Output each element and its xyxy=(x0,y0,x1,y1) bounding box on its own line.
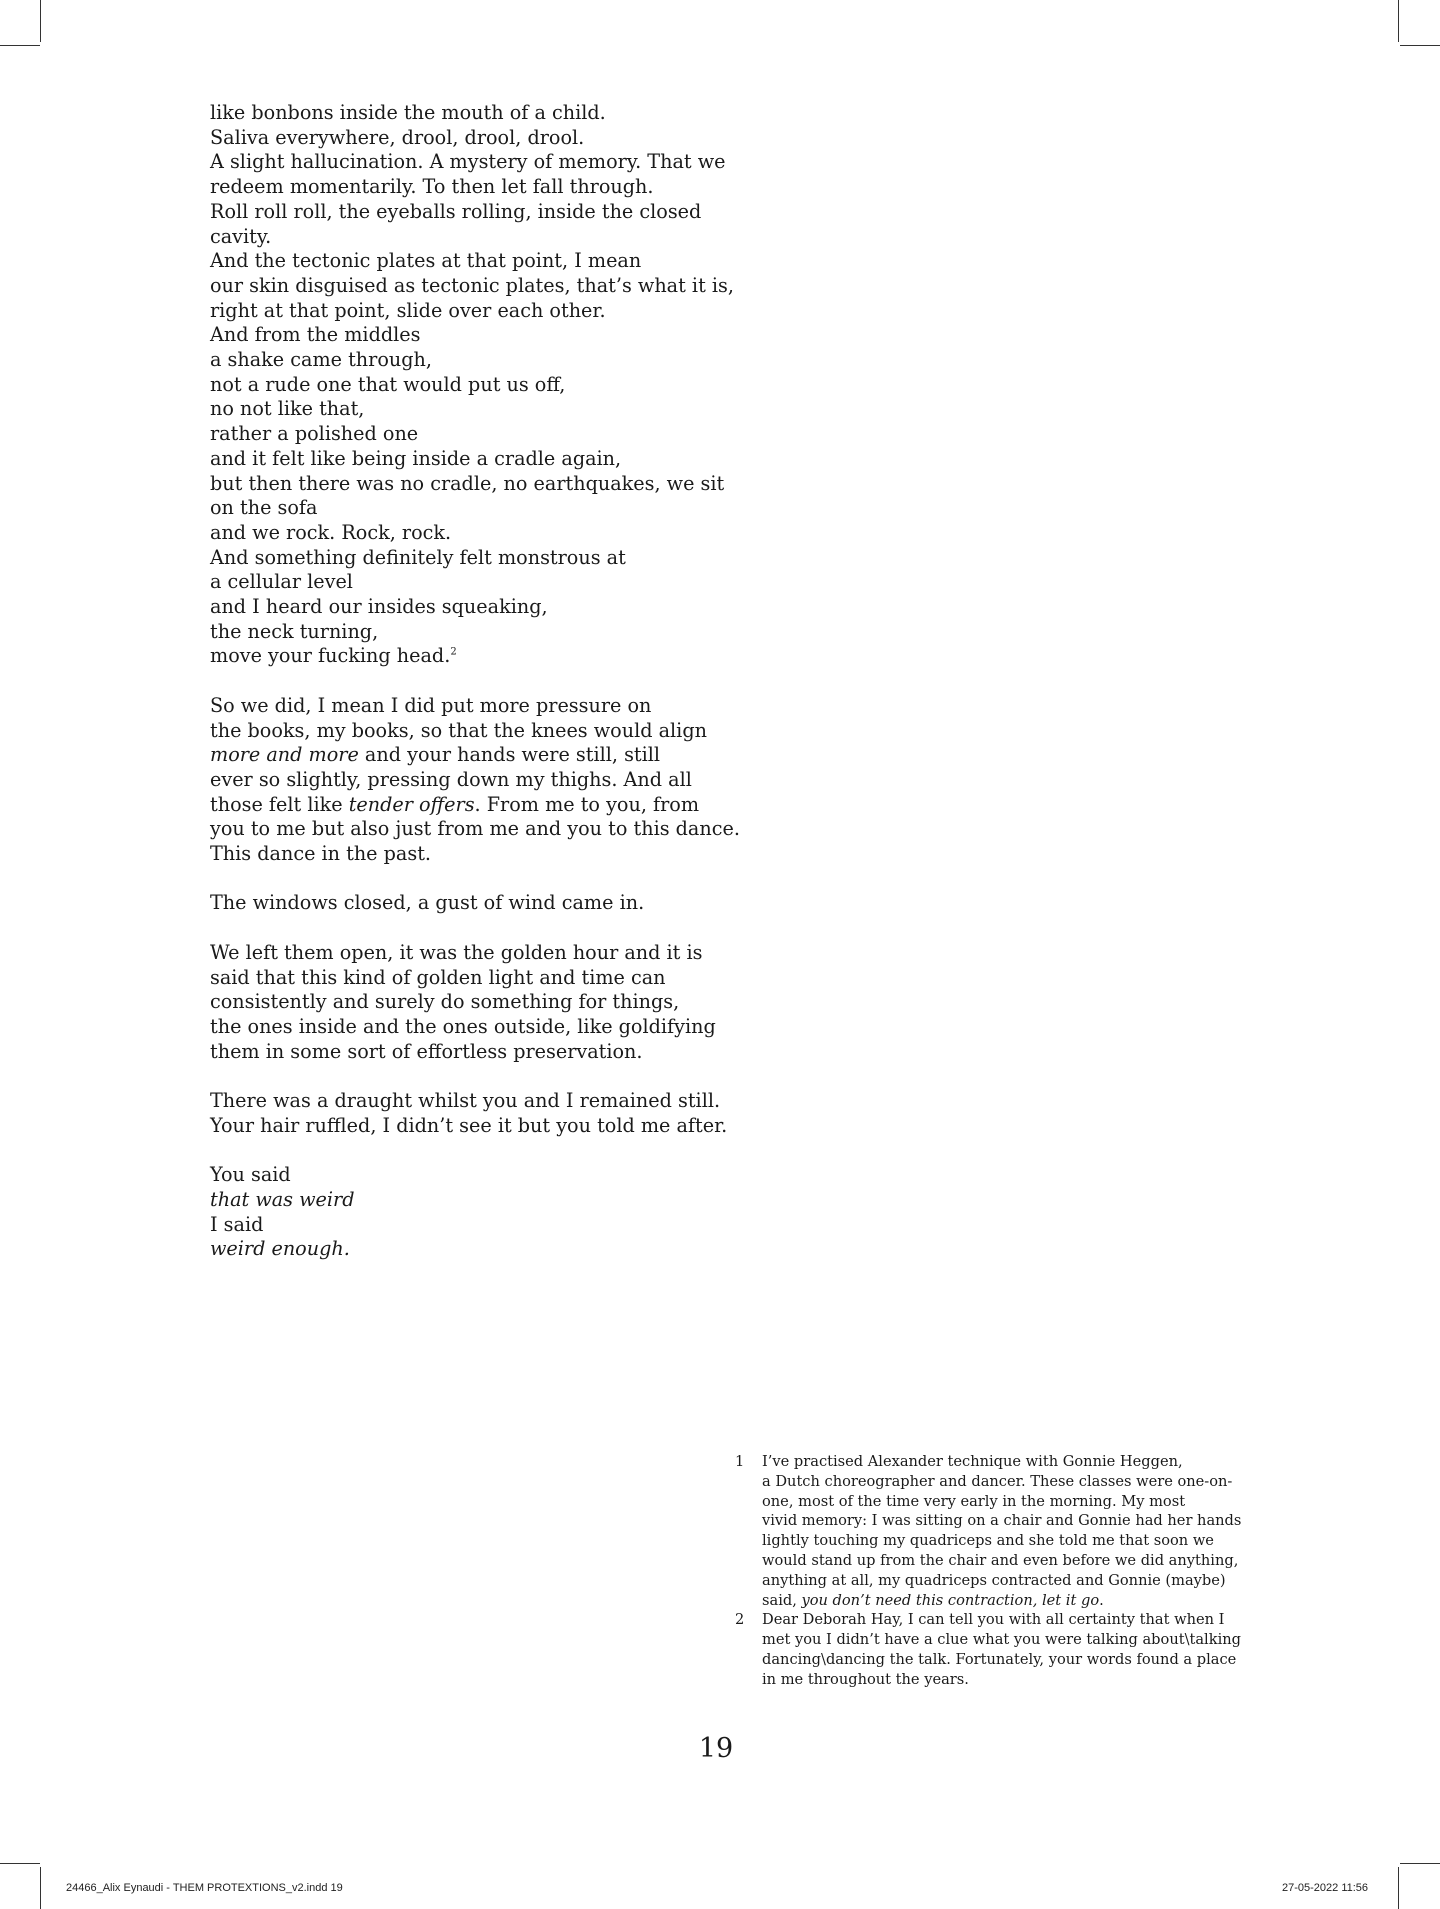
text-line: and I heard our insides squeaking, xyxy=(210,595,548,619)
text-line-with-footnote-ref xyxy=(210,644,730,669)
crop-mark-top-left-vertical xyxy=(40,0,41,42)
footnote-line: a Dutch choreographer and dancer. These classes were one-on- xyxy=(762,1472,1233,1490)
footnote-line xyxy=(762,1591,1235,1611)
text-line: redeem momentarily. To then let fall through. xyxy=(210,175,654,199)
text-span: and your hands were still, still xyxy=(358,743,661,767)
crop-mark-top-right-vertical xyxy=(1398,0,1399,42)
footnote-line: Dear Deborah Hay, I can tell you with all certainty that when I xyxy=(762,1611,1225,1629)
text-line-content: move your fucking head. xyxy=(210,644,451,668)
italic-phrase: tender offers xyxy=(348,792,475,816)
text-line: a shake came through, xyxy=(210,348,432,372)
text-line: and it felt like being inside a cradle again, xyxy=(210,446,622,470)
text-line: no not like that, xyxy=(210,397,365,421)
text-line xyxy=(210,743,730,768)
text-line: Roll roll roll, the eyeballs rolling, inside the closed xyxy=(210,199,702,223)
text-line: Your hair ruffled, I didn’t see it but you told me after. xyxy=(210,1113,728,1137)
crop-mark-top-left-horizontal xyxy=(0,45,40,46)
crop-mark-bottom-right-vertical xyxy=(1398,1867,1399,1909)
text-line: on the sofa xyxy=(210,496,318,520)
text-line: the ones inside and the ones outside, like goldifying xyxy=(210,1014,716,1038)
italic-phrase: weird enough. xyxy=(210,1237,350,1261)
text-line: We left them open, it was the golden hour and it is xyxy=(210,940,703,964)
slug-timestamp: 27-05-2022 11:56 xyxy=(1282,1882,1369,1894)
text-line: I said xyxy=(210,1212,264,1236)
footnote-line: one, most of the time very early in the morning. My most xyxy=(762,1492,1186,1510)
text-line: You said xyxy=(210,1163,291,1187)
text-line: the neck turning, xyxy=(210,619,379,643)
text-line: said that this kind of golden light and time can xyxy=(210,965,666,989)
text-line xyxy=(210,793,730,818)
paragraph-gap xyxy=(210,867,730,892)
text-line: And the tectonic plates at that point, I mean xyxy=(210,249,642,273)
footnote-1 xyxy=(735,1452,1242,1610)
text-line: consistently and surely do something for things, xyxy=(210,990,680,1014)
text-line: Saliva everywhere, drool, drool, drool. xyxy=(210,125,585,149)
crop-mark-bottom-right-horizontal xyxy=(1400,1863,1440,1864)
text-line: There was a draught whilst you and I remained still. xyxy=(210,1089,721,1113)
footnotes xyxy=(735,1452,1242,1690)
text-line: and we rock. Rock, rock. xyxy=(210,520,452,544)
footnote-line: lightly touching my quadriceps and she told me that soon we xyxy=(762,1532,1214,1550)
text-line xyxy=(210,1237,730,1262)
text-span: . From me to you, from xyxy=(474,792,700,816)
text-line: but then there was no cradle, no earthquakes, we sit xyxy=(210,471,725,495)
footnote-2 xyxy=(735,1610,1241,1689)
text-line: ever so slightly, pressing down my thighs. And all xyxy=(210,767,692,791)
footnote-line: would stand up from the chair and even before we did anything, xyxy=(762,1551,1239,1569)
footnote-number: 2 xyxy=(735,1611,745,1629)
text-line: them in some sort of effortless preservation. xyxy=(210,1039,643,1063)
crop-mark-bottom-left-horizontal xyxy=(0,1863,40,1864)
text-line: not a rude one that would put us off, xyxy=(210,372,566,396)
text-line: our skin disguised as tectonic plates, that’s what it is, xyxy=(210,273,734,297)
text-span: said, xyxy=(762,1591,802,1609)
paragraph-gap xyxy=(210,1138,730,1163)
text-line: So we did, I mean I did put more pressure on xyxy=(210,693,652,717)
text-line: And from the middles xyxy=(210,323,421,347)
paragraph-gap xyxy=(210,916,730,941)
text-line: a cellular level xyxy=(210,570,353,594)
footnote-line: in me throughout the years. xyxy=(762,1670,969,1688)
text-line xyxy=(210,1188,730,1213)
footnote-line: dancing\dancing the talk. Fortunately, your words found a place xyxy=(762,1650,1237,1668)
italic-phrase: you don’t need this contraction, let it go xyxy=(801,1591,1100,1609)
footnote-ref-2[interactable]: 2 xyxy=(450,647,457,659)
text-line: you to me but also just from me and you to this dance. xyxy=(210,817,740,841)
footnote-line: met you I didn’t have a clue what you were talking about\talking xyxy=(762,1631,1241,1649)
footnote-line: I’ve practised Alexander technique with Gonnie Heggen, xyxy=(762,1453,1183,1470)
text-line: The windows closed, a gust of wind came in. xyxy=(210,891,645,915)
main-text-column xyxy=(210,101,740,1262)
text-line: This dance in the past. xyxy=(210,842,432,866)
text-line: A slight hallucination. A mystery of memory. That we xyxy=(210,150,726,174)
paragraph-gap xyxy=(210,669,730,694)
italic-phrase: more and more xyxy=(210,743,359,767)
crop-mark-bottom-left-vertical xyxy=(40,1867,41,1909)
italic-phrase: that was weird xyxy=(210,1187,355,1211)
text-line: like bonbons inside the mouth of a child. xyxy=(210,101,606,124)
paragraph-gap xyxy=(210,1064,730,1089)
crop-mark-top-right-horizontal xyxy=(1400,45,1440,46)
footnote-number: 1 xyxy=(735,1453,745,1470)
footnote-line: vivid memory: I was sitting on a chair and Gonnie had her hands xyxy=(762,1512,1242,1530)
text-line: And something definitely felt monstrous at xyxy=(210,545,626,569)
footnote-line: anything at all, my quadriceps contracted and Gonnie (maybe) xyxy=(762,1571,1226,1589)
text-line: cavity. xyxy=(210,224,272,248)
text-line: the books, my books, so that the knees would align xyxy=(210,718,707,742)
text-span: . xyxy=(1099,1591,1104,1609)
text-line: right at that point, slide over each other. xyxy=(210,298,606,322)
text-line: rather a polished one xyxy=(210,422,419,446)
text-span: those felt like xyxy=(210,792,349,816)
slug-file-info: 24466_Alix Eynaudi - THEM PROTEXTIONS_v2.indd 19 xyxy=(66,1882,343,1894)
page-number: 19 xyxy=(698,1733,734,1764)
